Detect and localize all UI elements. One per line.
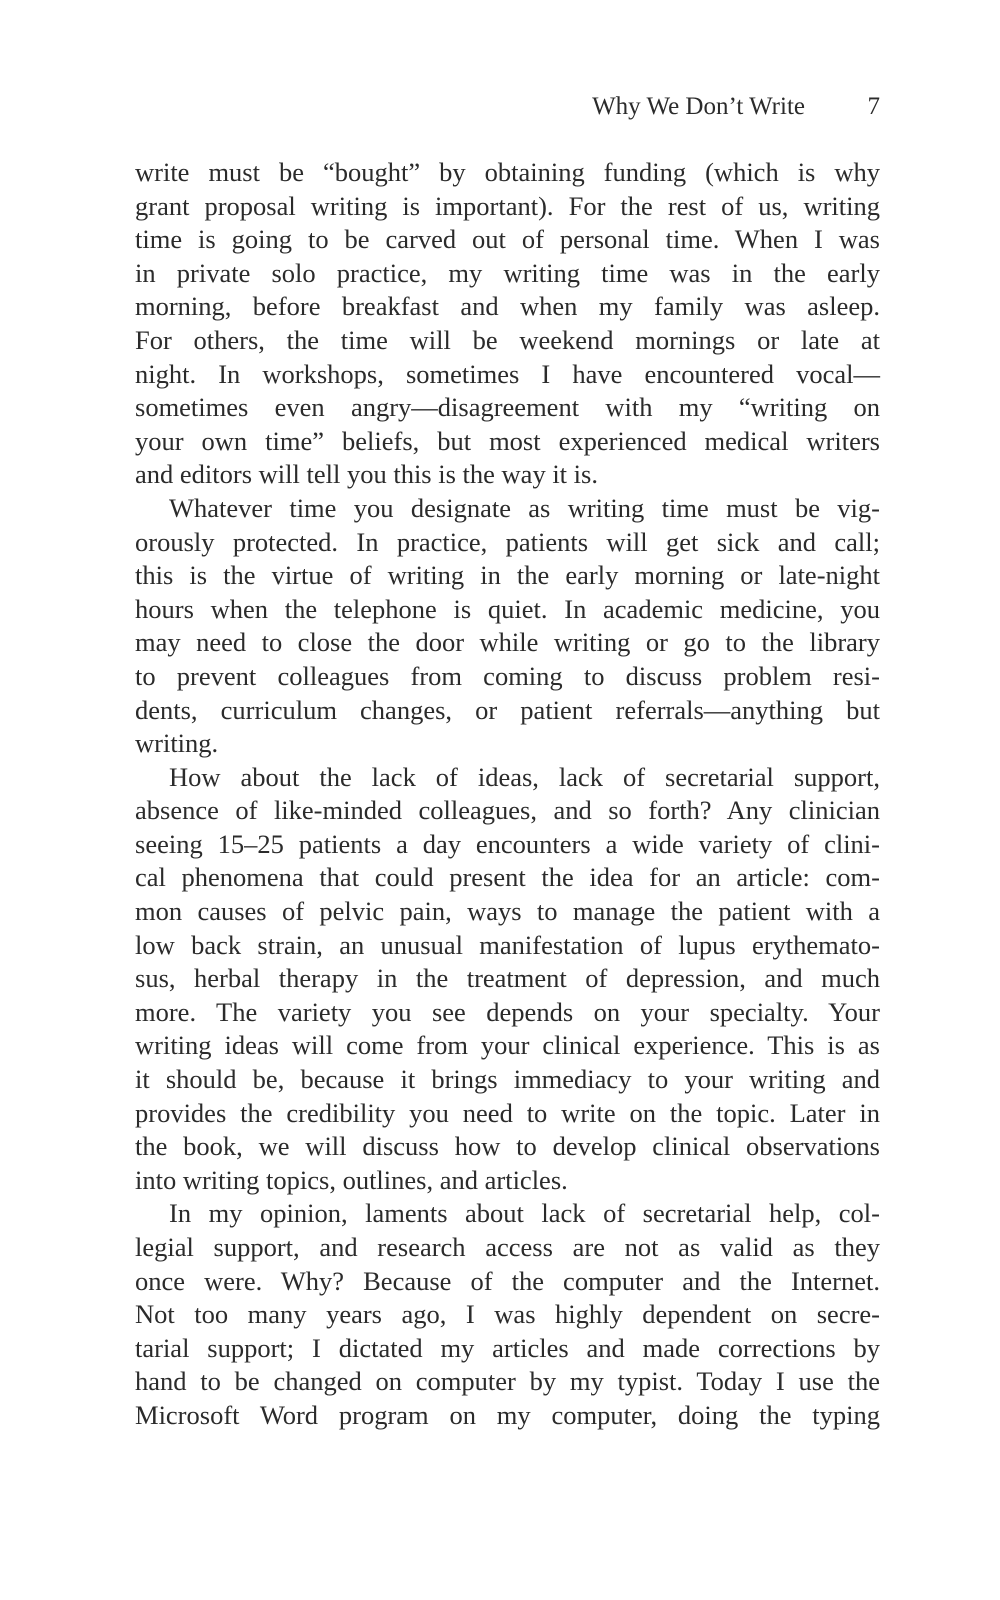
text-line: write must be “bought” by obtaining funding (which is why <box>135 157 880 187</box>
text-line: more. The variety you see depends on your specialty. Your <box>135 996 880 1027</box>
text-line: Microsoft Word program on my computer, doing the typing <box>135 1399 880 1430</box>
text-line: to prevent colleagues from coming to discuss problem resi- <box>135 660 880 691</box>
text-line: time is going to be carved out of personal time. When I was <box>135 224 880 255</box>
text-line: this is the virtue of writing in the early morning or late-night <box>135 560 880 591</box>
text-line: your own time” beliefs, but most experienced medical writers <box>135 425 880 456</box>
text-line: the book, we will discuss how to develop clinical observations <box>135 1131 880 1162</box>
text-line: sus, herbal therapy in the treatment of depression, and much <box>135 963 880 994</box>
text-line: provides the credibility you need to write on the topic. Later in <box>135 1097 880 1128</box>
text-line: legial support, and research access are not as valid as they <box>135 1232 880 1262</box>
text-line: dents, curriculum changes, or patient referrals—anything but <box>135 694 880 725</box>
text-line: How about the lack of ideas, lack of secretarial support, <box>169 761 880 792</box>
text-line: absence of like-minded colleagues, and so forth? Any clinician <box>135 795 880 826</box>
text-line: writing ideas will come from your clinical experience. This is as <box>135 1030 880 1061</box>
text-line: cal phenomena that could present the idea for an article: com- <box>135 862 880 893</box>
text-line: In my opinion, laments about lack of secretarial help, col- <box>169 1198 880 1229</box>
running-head <box>135 90 880 124</box>
paragraph <box>135 492 880 761</box>
text-line: into writing topics, outlines, and articles. <box>135 1164 568 1195</box>
text-line: hours when the telephone is quiet. In academic medicine, you <box>135 593 880 624</box>
text-line: seeing 15–25 patients a day encounters a wide variety of clini- <box>135 828 880 859</box>
text-line: morning, before breakfast and when my family was asleep. <box>135 291 880 322</box>
text-line: and editors will tell you this is the way it is. <box>135 459 598 490</box>
text-line: once were. Why? Because of the computer and the Internet. <box>135 1265 880 1296</box>
paragraph <box>135 761 880 1198</box>
text-line: low back strain, an unusual manifestation of lupus erythemato- <box>135 929 880 960</box>
body-text <box>135 156 880 1433</box>
text-line: sometimes even angry—disagreement with my “writing on <box>135 392 880 423</box>
text-line: may need to close the door while writing or go to the library <box>135 627 880 658</box>
text-line: night. In workshops, sometimes I have encountered vocal— <box>135 358 880 389</box>
text-line: tarial support; I dictated my articles and made corrections by <box>135 1332 880 1363</box>
running-head-title: Why We Don’t Write <box>592 93 805 120</box>
paragraph <box>135 1197 880 1432</box>
page-number: 7 <box>867 93 880 120</box>
text-line: in private solo practice, my writing time was in the early <box>135 257 880 288</box>
text-line: hand to be changed on computer by my typist. Today I use the <box>135 1366 880 1397</box>
text-line: it should be, because it brings immediacy to your writing and <box>135 1064 880 1095</box>
text-line: Not too many years ago, I was highly dependent on secre- <box>135 1299 880 1330</box>
text-line: For others, the time will be weekend mornings or late at <box>135 324 880 355</box>
text-line: mon causes of pelvic pain, ways to manage the patient with a <box>135 896 880 927</box>
text-line: grant proposal writing is important). For the rest of us, writing <box>135 190 880 221</box>
paragraph <box>135 156 880 492</box>
text-line: writing. <box>135 728 219 759</box>
text-line: Whatever time you designate as writing time must be vig- <box>169 492 880 523</box>
text-line: orously protected. In practice, patients will get sick and call; <box>135 526 880 557</box>
